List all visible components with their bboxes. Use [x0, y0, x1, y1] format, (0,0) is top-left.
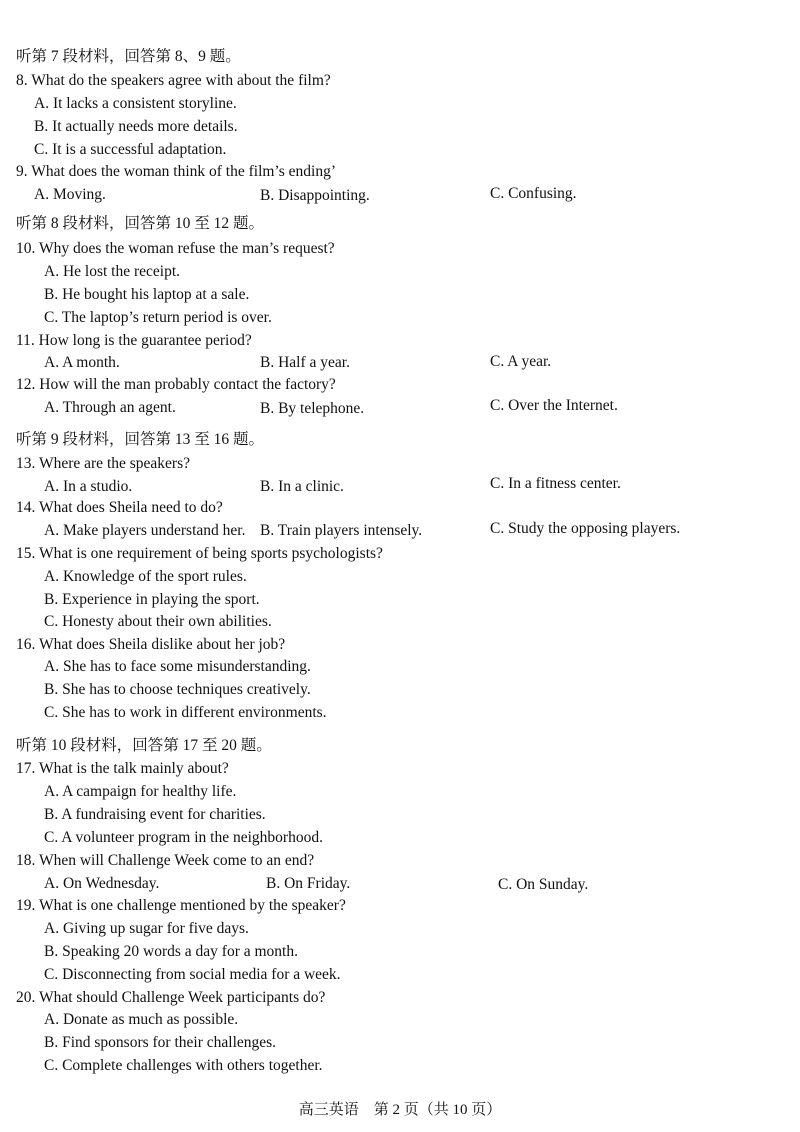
question-20-option-b: B. Find sponsors for their challenges. [44, 1034, 277, 1051]
question-16-option-c: C. She has to work in different environments. [44, 704, 327, 721]
question-11: 11. How long is the guarantee period? [16, 332, 252, 349]
question-14-option-b: B. Train players intensely. [260, 522, 423, 539]
question-19-option-a: A. Giving up sugar for five days. [44, 920, 249, 937]
question-10: 10. Why does the woman refuse the man’s request? [16, 240, 335, 257]
question-8-option-b: B. It actually needs more details. [34, 118, 238, 135]
question-10-option-b: B. He bought his laptop at a sale. [44, 286, 250, 303]
section-heading-10: 听第 10 段材料，回答第 17 至 20 题。 [16, 737, 272, 754]
page-footer: 高三英语 第 2 页（共 10 页） [298, 1102, 502, 1118]
question-14-option-a: A. Make players understand her. [44, 522, 246, 539]
question-8-option-c: C. It is a successful adaptation. [34, 141, 227, 158]
section-heading-8: 听第 8 段材料，回答第 10 至 12 题。 [16, 215, 265, 232]
question-8-option-a: A. It lacks a consistent storyline. [34, 95, 237, 112]
question-11-option-a: A. A month. [44, 354, 120, 371]
question-9-option-b: B. Disappointing. [260, 187, 370, 204]
question-16: 16. What does Sheila dislike about her job? [16, 636, 286, 653]
question-18-option-a: A. On Wednesday. [44, 875, 160, 892]
question-17-option-a: A. A campaign for healthy life. [44, 783, 237, 800]
section-heading-9: 听第 9 段材料，回答第 13 至 16 题。 [16, 431, 265, 448]
question-10-option-c: C. The laptop’s return period is over. [44, 309, 272, 326]
question-20: 20. What should Challenge Week participants do? [16, 989, 326, 1006]
question-18: 18. When will Challenge Week come to an end? [16, 852, 315, 869]
question-14-option-c: C. Study the opposing players. [490, 520, 681, 537]
question-13-option-a: A. In a studio. [44, 478, 133, 495]
question-17-option-c: C. A volunteer program in the neighborhood. [44, 829, 323, 846]
question-17: 17. What is the talk mainly about? [16, 760, 229, 777]
question-11-option-b: B. Half a year. [260, 354, 350, 371]
question-18-option-b: B. On Friday. [266, 875, 351, 892]
question-20-option-a: A. Donate as much as possible. [44, 1011, 239, 1028]
question-19: 19. What is one challenge mentioned by the speaker? [16, 897, 346, 914]
question-8: 8. What do the speakers agree with about the film? [16, 72, 331, 89]
section-heading-7: 听第 7 段材料，回答第 8、9 题。 [16, 48, 241, 65]
question-15-option-c: C. Honesty about their own abilities. [44, 613, 272, 630]
question-13-option-b: B. In a clinic. [260, 478, 344, 495]
question-13-option-c: C. In a fitness center. [490, 475, 621, 492]
question-12-option-b: B. By telephone. [260, 400, 365, 417]
question-13: 13. Where are the speakers? [16, 455, 190, 472]
question-19-option-c: C. Disconnecting from social media for a week. [44, 966, 341, 983]
question-12-option-a: A. Through an agent. [44, 399, 176, 416]
question-19-option-b: B. Speaking 20 words a day for a month. [44, 943, 298, 960]
question-15-option-a: A. Knowledge of the sport rules. [44, 568, 247, 585]
question-9-option-a: A. Moving. [34, 186, 106, 203]
question-20-option-c: C. Complete challenges with others together. [44, 1057, 323, 1074]
question-18-option-c: C. On Sunday. [498, 876, 589, 893]
question-11-option-c: C. A year. [490, 353, 552, 370]
question-12-option-c: C. Over the Internet. [490, 397, 618, 414]
question-9-option-c: C. Confusing. [490, 185, 577, 202]
question-9: 9. What does the woman think of the film’s ending’ [16, 163, 336, 180]
question-17-option-b: B. A fundraising event for charities. [44, 806, 266, 823]
question-15: 15. What is one requirement of being sports psychologists? [16, 545, 383, 562]
question-12: 12. How will the man probably contact the factory? [16, 376, 336, 393]
question-14: 14. What does Sheila need to do? [16, 499, 223, 516]
question-10-option-a: A. He lost the receipt. [44, 263, 181, 280]
question-16-option-b: B. She has to choose techniques creatively. [44, 681, 311, 698]
question-16-option-a: A. She has to face some misunderstanding. [44, 658, 311, 675]
question-15-option-b: B. Experience in playing the sport. [44, 591, 260, 608]
